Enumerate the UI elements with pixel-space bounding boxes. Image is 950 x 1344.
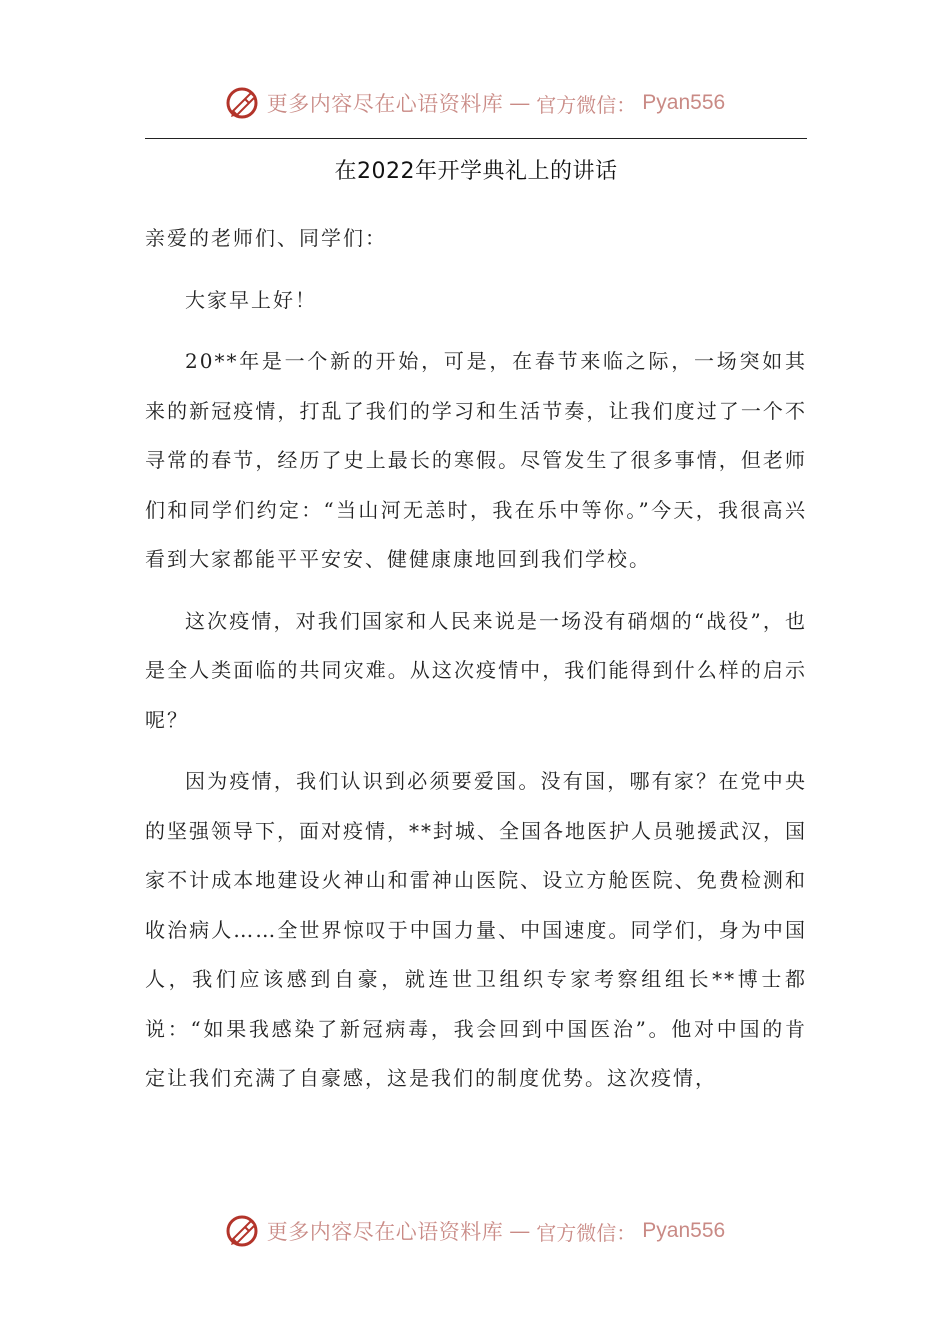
banner-text: 更多内容尽在心语资料库	[266, 92, 504, 116]
footer-banner	[0, 1206, 950, 1256]
paragraph: 因为疫情，我们认识到必须要爱国。没有国，哪有家？在党中央的坚强领导下，面对疫情，**封城、全国各地医护人员驰援武汉，国家不计成本地建设火神山和雷神山医院、设立方舱医院、免费检测和收治病人……全世界惊叹于中国力量、中国速度。同学们，身为中国人，我们应该感到自豪，就连世卫组织专家考察组组长**博士都说：“如果我感染了新冠病毒，我会回到中国医治”。他对中国的肯定让我们充满了自豪感，这是我们的制度优势。这次疫情，	[145, 769, 807, 1090]
paragraph: 这次疫情，对我们国家和人民来说是一场没有硝烟的“战役”，也是全人类面临的共同灾难。从这次疫情中，我们能得到什么样的启示呢？	[145, 608, 807, 732]
pen-logo-icon	[225, 85, 261, 121]
paragraph: 20**年是一个新的开始，可是，在春节来临之际，一场突如其来的新冠疫情，打乱了我们的学习和生活节奏，让我们度过了一个不寻常的春节，经历了史上最长的寒假。尽管发生了很多事情，但老师们和同学们约定：“当山河无恙时，我在乐中等你。”今天，我很高兴看到大家都能平平安安、健健康康地回到我们学校。	[145, 349, 807, 571]
banner-separator: —	[509, 1219, 531, 1243]
banner-wechat-label: 官方微信：	[536, 92, 637, 117]
page-title: 在2022年开学典礼上的讲话	[334, 159, 618, 184]
banner-wechat-label: 官方微信：	[536, 1220, 637, 1245]
paragraph: 大家早上好！	[185, 287, 317, 312]
banner-separator: —	[509, 91, 531, 115]
banner-text: 更多内容尽在心语资料库	[266, 1220, 504, 1244]
document-body	[145, 214, 807, 1116]
header-divider	[145, 138, 807, 139]
banner-wechat-id: Pyan556	[642, 91, 726, 114]
salutation: 亲爱的老师们、同学们：	[145, 226, 387, 250]
header-banner	[0, 78, 950, 128]
banner-wechat-id: Pyan556	[642, 1219, 726, 1242]
pen-logo-icon	[225, 1213, 261, 1249]
